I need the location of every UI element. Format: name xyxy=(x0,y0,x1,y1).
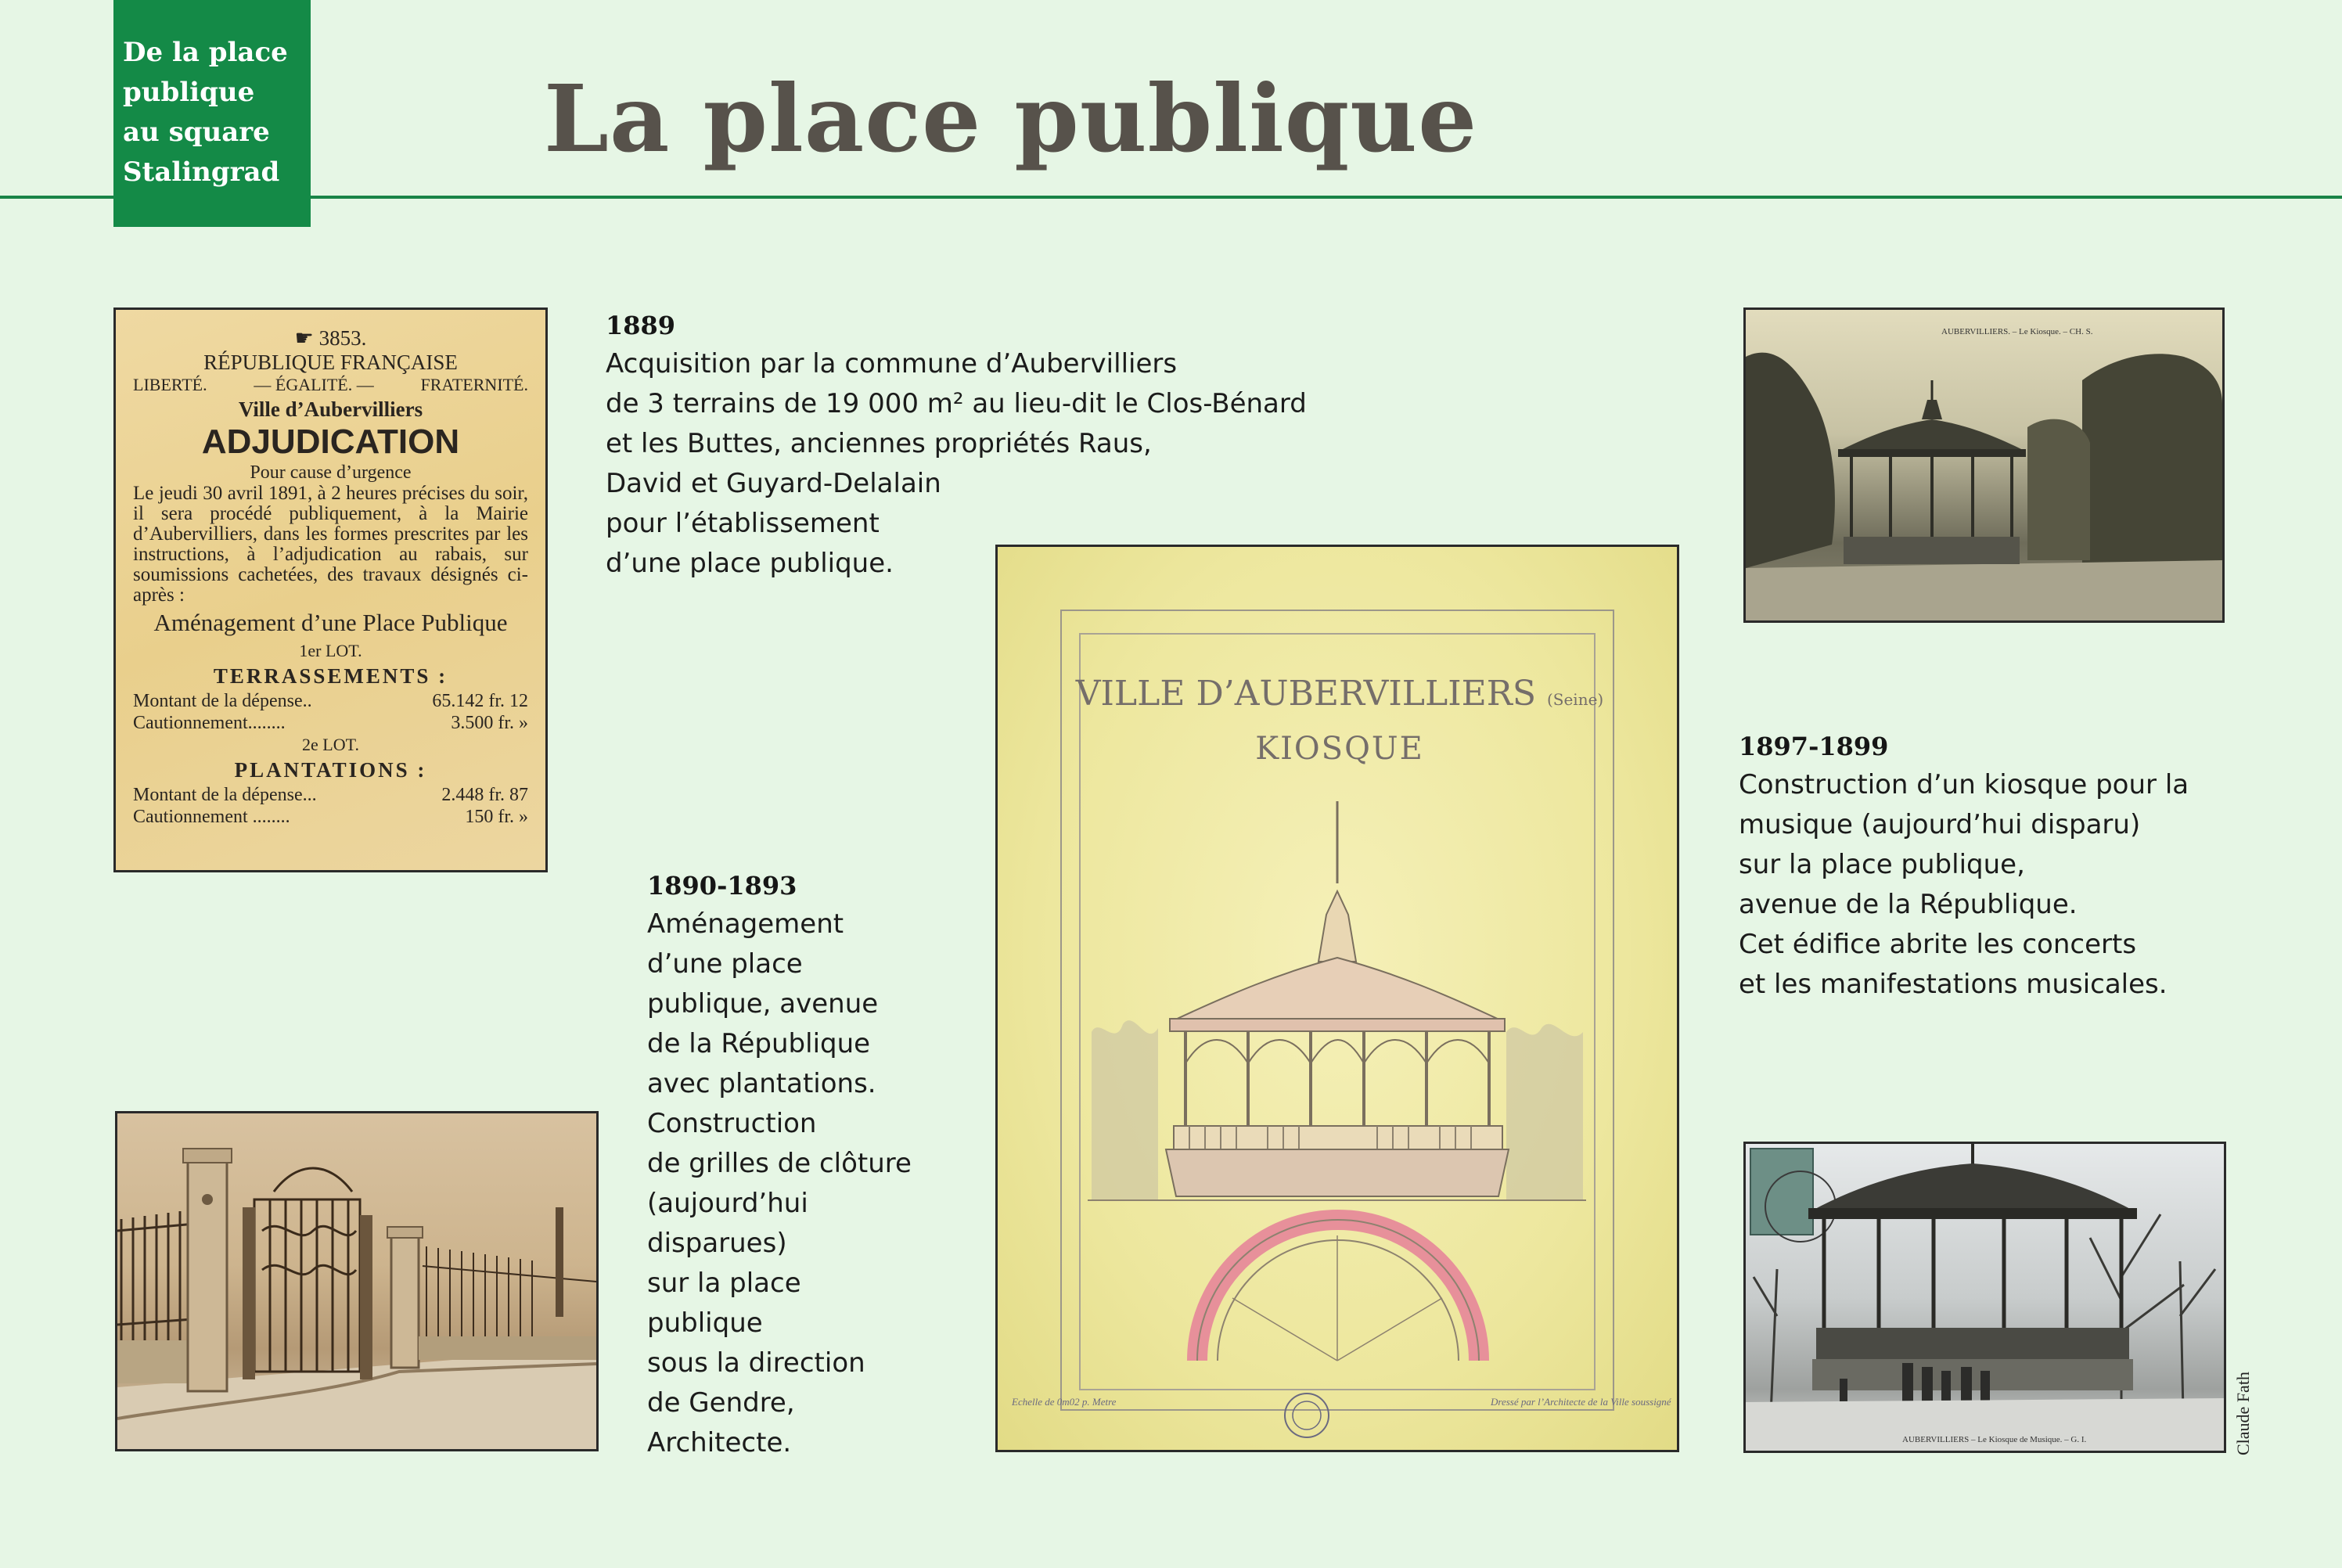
plan-signature: Dressé par l’Architecte de la Ville soussigné xyxy=(1491,1396,1671,1408)
notice-lot1-title: TERRASSEMENTS : xyxy=(213,664,448,688)
notice-row: Cautionnement........ 3.500 fr. » xyxy=(133,713,528,733)
kiosk-photo-illustration xyxy=(1746,310,2222,620)
section-tag xyxy=(113,0,311,227)
text-1889: Acquisition par la commune d’Aubervilliers de 3 terrains de 19 000 m² au lieu-dit le Clos-Bénard et les Buttes, anciennes propriétés Raus, David et Guyard-Delalain pour l’établissement d’une place publique. xyxy=(606,348,1307,579)
kiosk-postcard-2 xyxy=(1743,1142,2226,1453)
plan-subtitle: KIOSQUE xyxy=(1255,731,1424,767)
kiosk-photo-illustration xyxy=(1746,1144,2224,1451)
text-1890-1893: Aménagement d’une place publique, avenue de la République avec plantations. Construction de grilles de clôture (aujourd’hui disparues) sur la place publique sous la direction de Gendre, Architecte. xyxy=(647,908,912,1458)
notice-amenagement: Aménagement d’une Place Publique xyxy=(153,609,508,636)
plan-scale: Echelle de 0m02 p. Metre xyxy=(1012,1396,1117,1408)
postcard-caption: AUBERVILLIERS. – Le Kiosque. – CH. S. xyxy=(1941,327,2093,336)
header-rule xyxy=(0,196,2342,199)
page-title: La place publique xyxy=(544,64,1478,173)
section-tag-line: De la place xyxy=(123,37,288,68)
year-1890-1893: 1890-1893 xyxy=(647,871,797,901)
gate-photo xyxy=(115,1111,599,1451)
notice-urgency: Pour cause d’urgence xyxy=(250,462,412,483)
postcard-caption: AUBERVILLIERS – Le Kiosque de Musique. – G. I. xyxy=(1902,1435,2087,1444)
notice-heading: ADJUDICATION xyxy=(201,423,460,461)
notice-row: Cautionnement ........ 150 fr. » xyxy=(133,807,528,827)
section-tag-line: publique xyxy=(123,77,255,108)
kiosk-elevation xyxy=(998,547,1677,1450)
kiosk-plan xyxy=(995,545,1679,1452)
year-1889: 1889 xyxy=(606,311,676,340)
notice-body: Le jeudi 30 avril 1891, à 2 heures précises du soir, il sera procédé publiquement, à la Mairie d’Aubervilliers, dans les formes prescrites par les instructions, à l’adjudication au rabais, sur soumissions cachetées, des travaux désignés ci-après : xyxy=(133,483,528,606)
section-tag-line: Stalingrad xyxy=(123,156,280,188)
pointing-hand-icon: ☛ xyxy=(294,326,314,350)
section-tag-line: au square xyxy=(123,117,270,148)
notice-row: Montant de la dépense.. 65.142 fr. 12 xyxy=(133,691,528,711)
text-1897-1899: Construction d’un kiosque pour la musique (aujourd’hui disparu) sur la place publique, avenue de la République. Cet édifice abrite les concerts et les manifestations musicales. xyxy=(1739,769,2189,1000)
notice-republic: RÉPUBLIQUE FRANÇAISE xyxy=(203,351,458,374)
notice-lot2-title: PLANTATIONS : xyxy=(234,758,427,782)
adjudication-notice xyxy=(113,307,548,872)
kiosk-postcard-1 xyxy=(1743,307,2225,623)
notice-number: ☛ 3853. xyxy=(294,326,367,350)
year-1897-1899: 1897-1899 xyxy=(1739,732,1889,761)
notice-lot1: 1er LOT. xyxy=(299,641,362,660)
notice-motto: LIBERTÉ. — ÉGALITÉ. — FRATERNITÉ. xyxy=(133,375,528,394)
plan-title: VILLE D’AUBERVILLIERS (Seine) xyxy=(1075,674,1604,714)
notice-ville: Ville d’Aubervilliers xyxy=(238,397,423,421)
notice-lot2: 2e LOT. xyxy=(302,735,359,754)
photo-credit: Claude Fath xyxy=(2233,1372,2253,1455)
gate-illustration xyxy=(117,1113,596,1449)
notice-row: Montant de la dépense... 2.448 fr. 87 xyxy=(133,785,528,805)
